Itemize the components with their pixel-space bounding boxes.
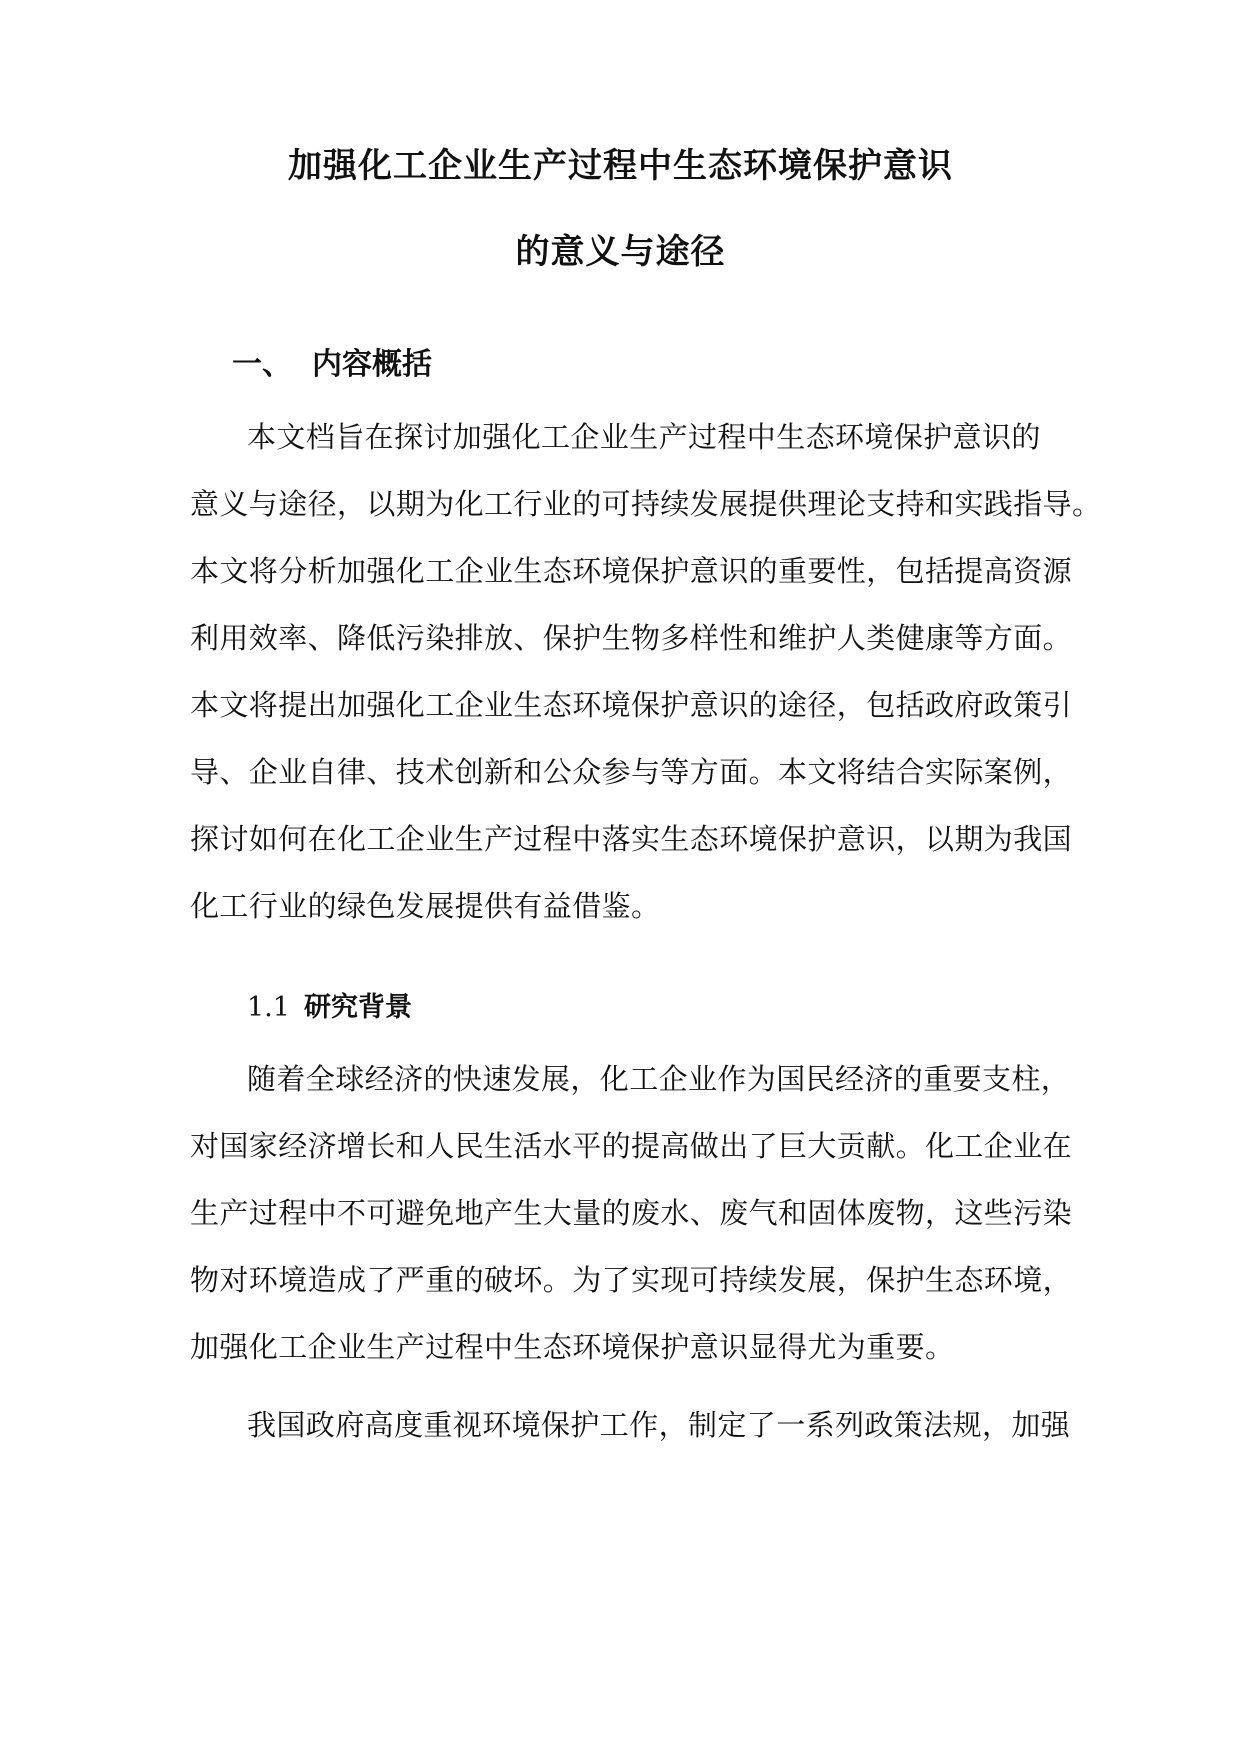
- paragraph-line: 随着全球经济的快速发展，化工企业作为国民经济的重要支柱，: [247, 1062, 1071, 1096]
- paragraph-line: 探讨如何在化工企业生产过程中落实生态环境保护意识，以期为我国: [190, 822, 1073, 856]
- document-title-line-1: 加强化工企业生产过程中生态环境保护意识: [288, 146, 953, 186]
- paragraph-line: 物对环境造成了严重的破坏。为了实现可持续发展，保护生态环境，: [190, 1263, 1073, 1297]
- subsection-number: 1.1: [247, 992, 290, 1023]
- paragraph-line: 本文将提出加强化工企业生态环境保护意识的途径，包括政府政策引: [190, 688, 1073, 722]
- subsection-title: 研究背景: [303, 992, 412, 1023]
- section-title: 内容概括: [312, 347, 432, 382]
- subsection-heading-1-1: [247, 985, 412, 1024]
- section-heading-1: [232, 339, 432, 383]
- paragraph-line: 意义与途径，以期为化工行业的可持续发展提供理论支持和实践指导。: [190, 487, 1102, 521]
- document-title-line-2: 的意义与途径: [515, 232, 726, 272]
- paragraph-line: 本文将分析加强化工企业生态环境保护意识的重要性，包括提高资源: [190, 554, 1073, 588]
- paragraph-line: 我国政府高度重视环境保护工作，制定了一系列政策法规，加强: [247, 1408, 1071, 1442]
- paragraph-line: 化工行业的绿色发展提供有益借鉴。: [190, 889, 661, 923]
- section-number: 一、: [232, 347, 292, 382]
- paragraph-line: 加强化工企业生产过程中生态环境保护意识显得尤为重要。: [190, 1330, 955, 1364]
- paragraph-line: 对国家经济增长和人民生活水平的提高做出了巨大贡献。化工企业在: [190, 1129, 1073, 1163]
- paragraph-line: 利用效率、降低污染排放、保护生物多样性和维护人类健康等方面。: [190, 621, 1073, 655]
- paragraph-line: 本文档旨在探讨加强化工企业生产过程中生态环境保护意识的: [247, 420, 1041, 454]
- paragraph-line: 导、企业自律、技术创新和公众参与等方面。本文将结合实际案例，: [190, 755, 1073, 789]
- paragraph-line: 生产过程中不可避免地产生大量的废水、废气和固体废物，这些污染: [190, 1196, 1073, 1230]
